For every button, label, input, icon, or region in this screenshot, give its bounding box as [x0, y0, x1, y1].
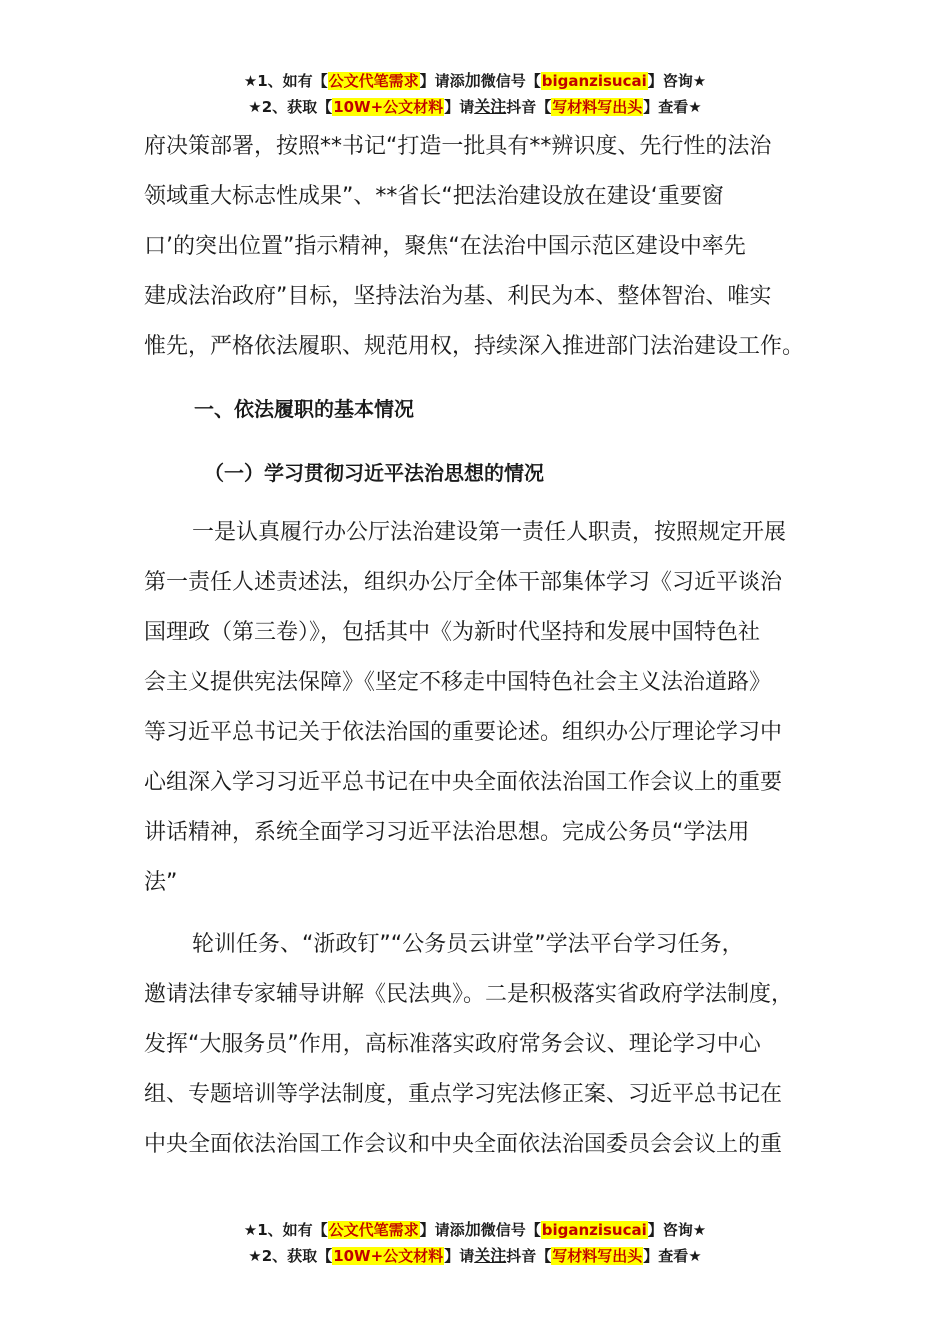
- banner-text: 】咨询★: [647, 1221, 707, 1239]
- banner-text: ★2、获取【: [248, 98, 333, 116]
- banner-line-2: [0, 1243, 950, 1269]
- text-line: 中央全面依法治国工作会议和中央全面依法治国委员会会议上的重: [144, 1132, 783, 1157]
- emphasis-text: 加: [464, 1220, 481, 1239]
- banner-text: 】请: [444, 98, 475, 116]
- banner-text: 抖音【: [506, 1247, 552, 1265]
- text-line: 讲话精神，系统全面学习习近平法治思想。完成公务员“学法用: [144, 820, 750, 845]
- highlight-text: 写材料写出头: [552, 1247, 643, 1265]
- text-line: 一是认真履行办公厅法治建设第一责任人职责，按照规定开展: [192, 520, 787, 545]
- text-line: 法”: [144, 870, 178, 895]
- banner-line-1: [0, 68, 950, 94]
- subsection-heading: （一）学习贯彻习近平法治思想的情况: [204, 461, 544, 485]
- top-banner: [0, 68, 950, 120]
- banner-line-2: [0, 94, 950, 120]
- emphasis-text: 关注: [474, 97, 507, 116]
- text-line: 轮训任务、“浙政钉”“公务员云讲堂”学法平台学习任务，: [192, 932, 744, 957]
- banner-text: 抖音【: [506, 98, 552, 116]
- banner-text: 】请添: [419, 1221, 465, 1239]
- text-line: 国理政（第三卷）》，包括其中《为新时代坚持和发展中国特色社: [144, 620, 761, 645]
- banner-text: 】查看★: [643, 1247, 702, 1265]
- paragraph-3: [144, 920, 814, 1170]
- banner-text: 】查看★: [643, 98, 702, 116]
- emphasis-text: 加: [464, 71, 481, 90]
- banner-text: 】请添: [419, 72, 465, 90]
- text-line: 等习近平总书记关于依法治国的重要论述。组织办公厅理论学习中: [144, 720, 783, 745]
- paragraph-1: [144, 122, 814, 372]
- banner-line-1: [0, 1217, 950, 1243]
- section-heading: 一、依法履职的基本情况: [194, 397, 414, 421]
- highlight-text: 公文代笔需求: [328, 1221, 419, 1239]
- text-line: 会主义提供宪法保障》《坚定不移走中国特色社会主义法治道路》: [144, 670, 772, 695]
- bottom-banner: [0, 1217, 950, 1269]
- highlight-text: 公文代笔需求: [328, 72, 419, 90]
- emphasis-text: 关注: [474, 1246, 507, 1265]
- banner-text: ★1、如有【: [243, 1221, 328, 1239]
- paragraph-2: [144, 508, 814, 908]
- highlight-text: biganzisucai: [541, 72, 647, 90]
- text-line: 第一责任人述责述法，组织办公厅全体干部集体学习《习近平谈治: [144, 570, 783, 595]
- banner-text: 微信号【: [480, 72, 541, 90]
- text-line: 心组深入学习习近平总书记在中央全面依法治国工作会议上的重要: [144, 770, 783, 795]
- banner-text: ★1、如有【: [243, 72, 328, 90]
- banner-text: 】请: [444, 1247, 475, 1265]
- text-line: 惟先，严格依法履职、规范用权，持续深入推进部门法治建设工作。: [144, 334, 805, 359]
- text-line: 建成法治政府”目标，坚持法治为基、利民为本、整体智治、唯实: [144, 284, 772, 309]
- highlight-text: biganzisucai: [541, 1221, 647, 1239]
- text-line: 口’的突出位置”指示精神，聚焦“在法治中国示范区建设中率先: [144, 234, 746, 259]
- text-line: 组、专题培训等学法制度，重点学习宪法修正案、习近平总书记在: [144, 1082, 783, 1107]
- banner-text: ★2、获取【: [248, 1247, 333, 1265]
- banner-text: 微信号【: [480, 1221, 541, 1239]
- highlight-text: 10W+公文材料: [333, 98, 444, 116]
- highlight-text: 写材料写出头: [552, 98, 643, 116]
- banner-text: 】咨询★: [647, 72, 707, 90]
- highlight-text: 10W+公文材料: [333, 1247, 444, 1265]
- text-line: 发挥“大服务员”作用，高标准落实政府常务会议、理论学习中心: [144, 1032, 761, 1057]
- text-line: 邀请法律专家辅导讲解《民法典》。二是积极落实省政府学法制度，: [144, 982, 794, 1007]
- text-line: 领域重大标志性成果”、**省长“把法治建设放在建设‘重要窗: [144, 184, 724, 209]
- text-line: 府决策部署，按照**书记“打造一批具有**辨识度、先行性的法治: [144, 134, 772, 159]
